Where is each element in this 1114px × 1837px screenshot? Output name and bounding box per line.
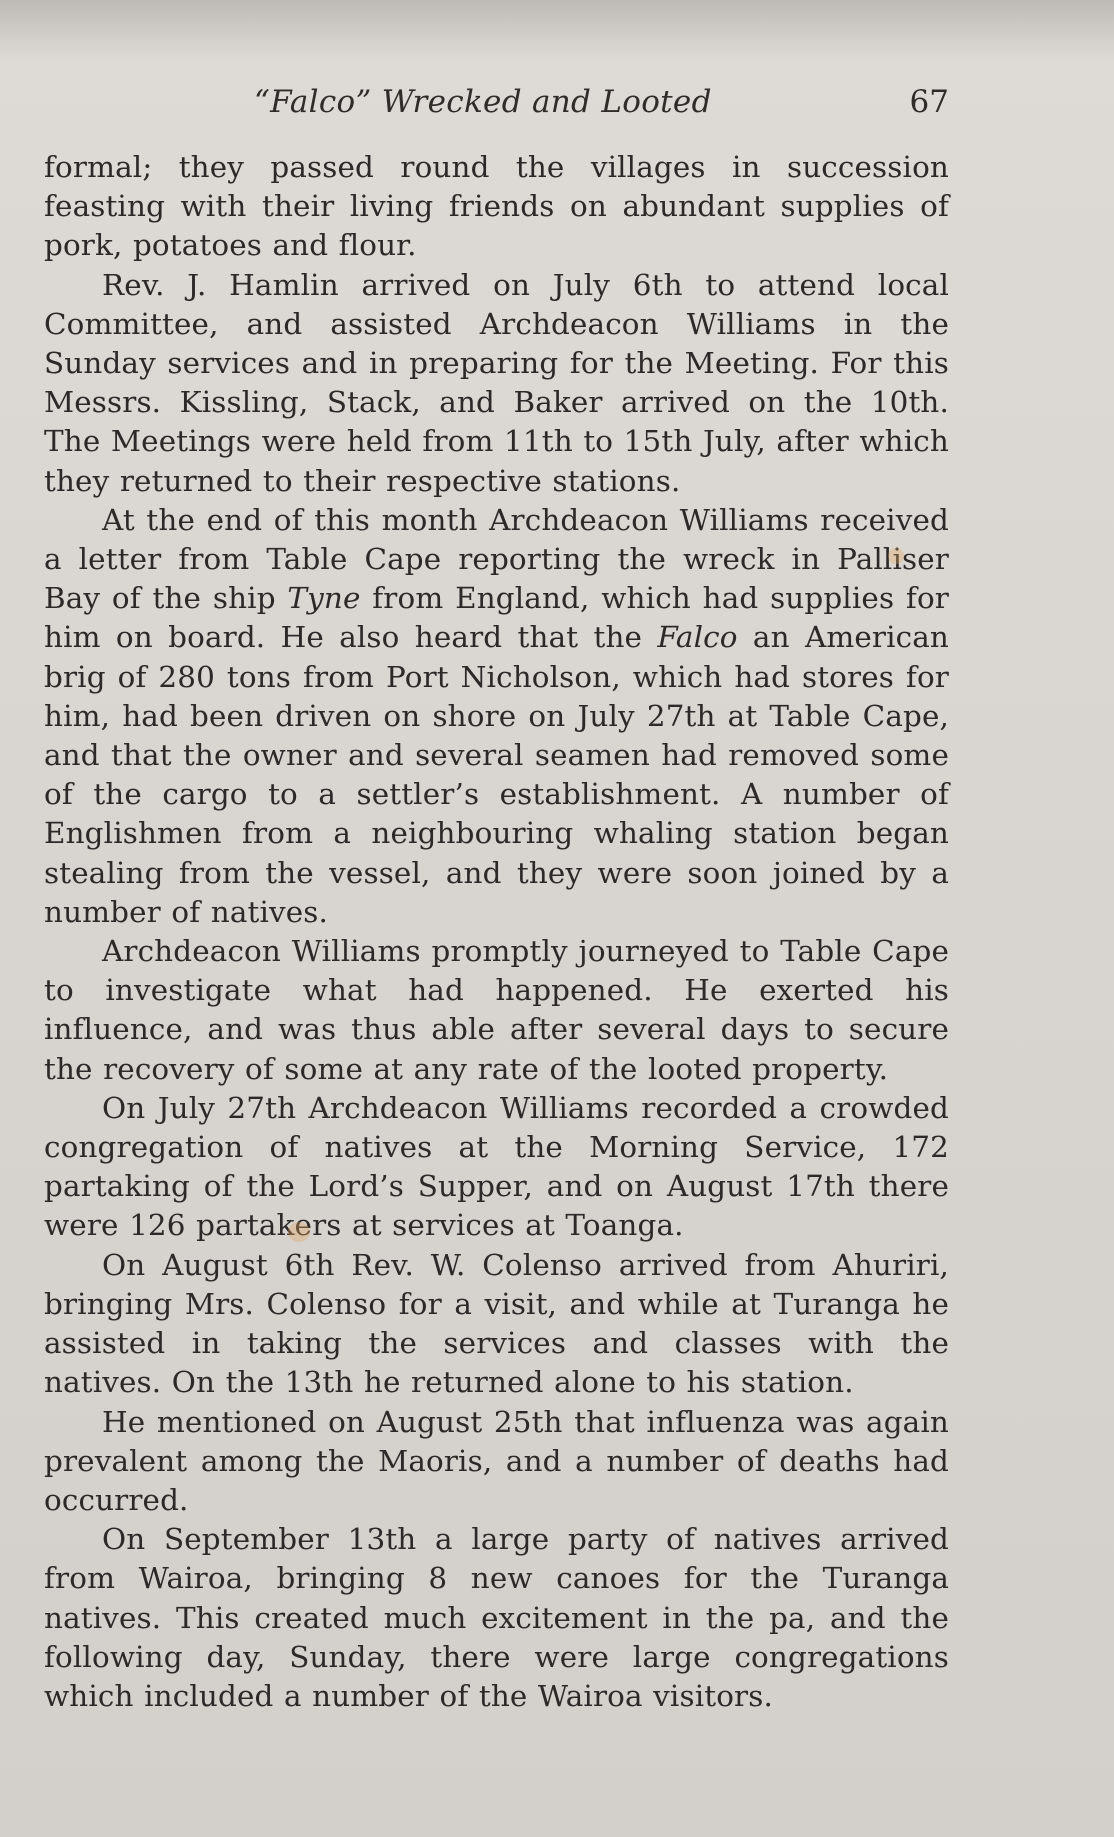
paragraph-3-part-c: an American brig of 280 tons from Port Nicholson, which had stores for him, had been driven on shore on July 27th at Table Cape, and that the owner and several seamen had removed some of the cargo to a settler’s establishment. A number of Englishmen from a neighbouring whaling station began stealing from the vessel, and they were soon joined by a number of natives. [44, 620, 949, 929]
paragraph-3-part-b: from England, which had supplies for him on board. He also heard that the [44, 581, 949, 655]
paragraph-3 [44, 501, 949, 932]
paragraph-4: Archdeacon Williams promptly journeyed to Table Cape to investigate what had happened. He exerted his influence, and was thus able after several days to secure the recovery of some at any rate of the looted property. [44, 934, 949, 1086]
paragraph-7: He mentioned on August 25th that influenza was again prevalent among the Maoris, and a number of deaths had occurred. [44, 1404, 949, 1517]
paragraph-8: On September 13th a large party of natives arrived from Wairoa, bringing 8 new canoes for the Turanga natives. This created much excitement in the pa, and the following day, Sunday, there were large congregations which included a number of the Wairoa visitors. [44, 1522, 949, 1713]
ship-name-tyne: Tyne [287, 581, 361, 616]
paper-stain [288, 1222, 310, 1242]
running-title: “Falco” Wrecked and Looted [254, 84, 712, 120]
body-text [44, 148, 949, 1716]
page-number: 67 [909, 84, 949, 120]
paragraph-3-part-a: At the end of this month Archdeacon Williams received a letter from Table Cape reporting the wreck in Palliser Bay of the ship [44, 502, 949, 616]
paragraph-6: On August 6th Rev. W. Colenso arrived from Ahuriri, bringing Mrs. Colenso for a visit, and while at Turanga he assisted in taking the services and classes with the natives. On the 13th he returned alone to his station. [44, 1247, 949, 1400]
page-shadow [0, 0, 1114, 60]
paragraph-1: formal; they passed round the villages in succession feasting with their living friends on abundant supplies of pork, potatoes and flour. [44, 150, 949, 263]
paper-stain [888, 548, 904, 564]
running-head [44, 84, 949, 128]
paragraph-5: On July 27th Archdeacon Williams recorded a crowded congregation of natives at the Morning Service, 172 partaking of the Lord’s Supper, and on August 17th there were 126 partakers at services at Toanga. [44, 1090, 949, 1243]
paragraph-2: Rev. J. Hamlin arrived on July 6th to attend local Committee, and assisted Archdeacon Williams in the Sunday services and in preparing for the Meeting. For this Messrs. Kissling, Stack, and Baker arrived on the 10th. The Meetings were held from 11th to 15th July, after which they returned to their respective stations. [44, 267, 949, 498]
ship-name-falco: Falco [657, 620, 738, 655]
